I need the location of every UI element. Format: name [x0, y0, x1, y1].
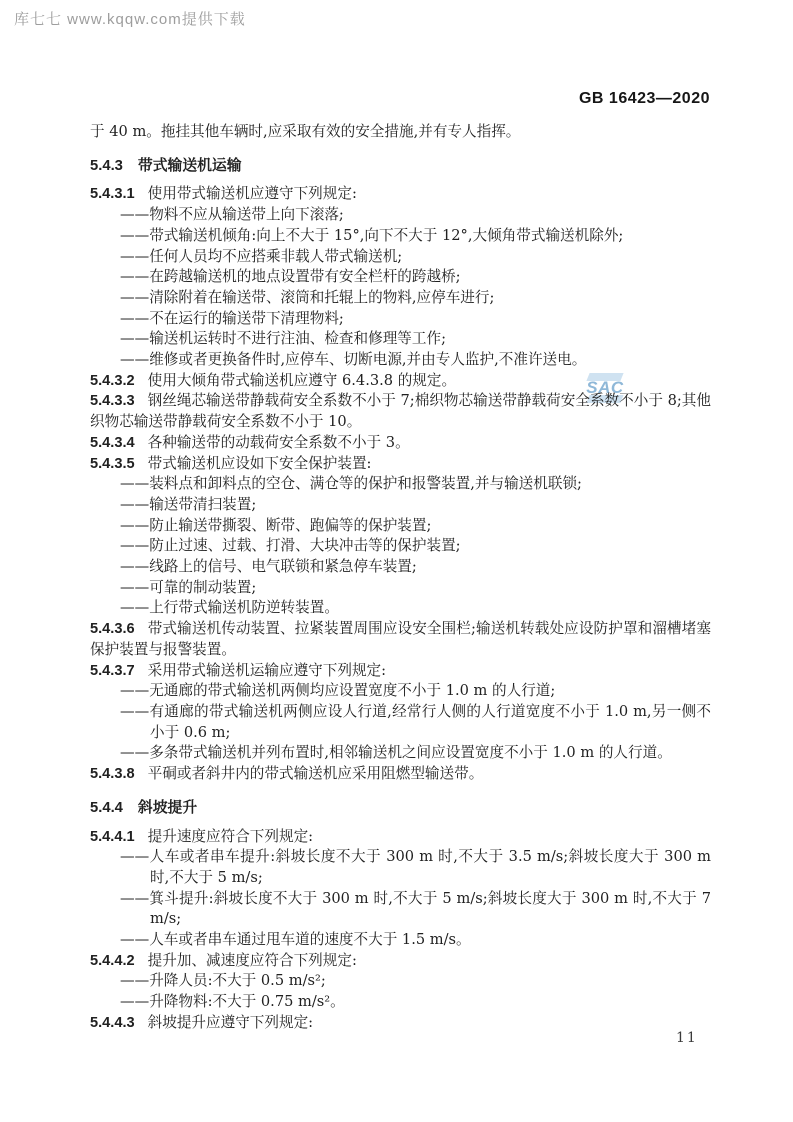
section-title: 斜坡提升	[137, 799, 198, 816]
clause-number: 5.4.3.6	[90, 621, 135, 638]
clause-number: 5.4.3.1	[90, 186, 135, 203]
list-item: ——线路上的信号、电气联锁和紧急停车装置;	[120, 558, 417, 576]
clause-number: 5.4.3.2	[90, 372, 135, 389]
list-item: ——防止过速、过载、打滑、大块冲击等的保护装置;	[120, 537, 461, 555]
clause-number: 5.4.3.4	[90, 434, 135, 451]
clause-paragraph: 5.4.3.2 使用大倾角带式输送机应遵守 6.4.3.8 的规定。	[90, 371, 457, 389]
page-number: 11	[676, 1030, 698, 1046]
sac-watermark-logo: SAC	[584, 372, 626, 404]
clause-number: 5.4.4.2	[90, 952, 135, 969]
list-item: ——无通廊的带式输送机两侧均应设置宽度不小于 1.0 m 的人行道;	[120, 682, 556, 700]
clause-paragraph: 5.4.3.6 带式输送机传动装置、拉紧装置周围应设安全围栏;输送机转载处应设防护罩和溜槽堵塞保护装置与报警装置。	[90, 620, 711, 658]
clause-number: 5.4.3.7	[90, 662, 135, 679]
list-item: ——人车或者串车提升:斜坡长度不大于 300 m 时,不大于 3.5 m/s;斜坡长度大于 300 m 时,不大于 5 m/s;	[120, 848, 711, 886]
clause-paragraph: 5.4.3.1 使用带式输送机应遵守下列规定:	[90, 185, 357, 203]
clause-number: 5.4.3.5	[90, 455, 135, 472]
list-item: ——维修或者更换备件时,应停车、切断电源,并由专人监护,不准许送电。	[120, 351, 587, 369]
list-item: ——输送机运转时不进行注油、检查和修理等工作;	[120, 330, 446, 348]
list-item: ——清除附着在输送带、滚筒和托辊上的物料,应停车进行;	[120, 288, 495, 306]
list-item: ——上行带式输送机防逆转装置。	[120, 599, 339, 617]
list-item: ——不在运行的输送带下清理物料;	[120, 309, 344, 327]
standard-number-header: GB 16423—2020	[578, 90, 710, 107]
list-item: ——任何人员均不应搭乘非载人带式输送机;	[120, 247, 403, 265]
clause-number: 5.4.3.8	[90, 766, 135, 783]
clause-paragraph: 5.4.3.5 带式输送机应设如下安全保护装置:	[90, 454, 372, 472]
list-item: ——升降人员:不大于 0.5 m/s²;	[120, 972, 326, 990]
list-item: ——物料不应从输送带上向下滚落;	[120, 206, 344, 224]
section-number: 5.4.4	[90, 799, 123, 816]
clause-paragraph: 5.4.3.4 各种输送带的动载荷安全系数不小于 3。	[90, 433, 410, 451]
clause-paragraph: 5.4.4.3 斜坡提升应遵守下列规定:	[90, 1013, 314, 1031]
clause-number: 5.4.3.3	[90, 393, 135, 410]
list-item: ——输送带清扫装置;	[120, 495, 257, 513]
clause-paragraph: 5.4.4.2 提升加、减速度应符合下列规定:	[90, 951, 357, 969]
clause-paragraph: 5.4.3.3 钢丝绳芯输送带静载荷安全系数不小于 7;棉织物芯输送带静载荷安全系数不小于 8;其他织物芯输送带静载荷安全系数不小于 10。	[90, 392, 711, 431]
clause-paragraph: 5.4.4.1 提升速度应符合下列规定:	[90, 827, 314, 845]
paragraph: 于 40 m。拖挂其他车辆时,应采取有效的安全措施,并有专人指挥。	[90, 123, 521, 140]
section-heading	[90, 156, 711, 177]
list-item: ——人车或者串车通过甩车道的速度不大于 1.5 m/s。	[120, 931, 471, 949]
list-item: ——可靠的制动装置;	[120, 578, 257, 596]
list-item: ——箕斗提升:斜坡长度不大于 300 m 时,不大于 5 m/s;斜坡长度大于 300 m 时,不大于 7 m/s;	[120, 889, 711, 928]
list-item: ——防止输送带撕裂、断带、跑偏等的保护装置;	[120, 516, 432, 534]
section-heading	[90, 798, 711, 819]
list-item: ——多条带式输送机并列布置时,相邻输送机之间应设置宽度不小于 1.0 m 的人行道。	[120, 744, 672, 762]
list-item: ——有通廊的带式输送机两侧应设人行道,经常行人侧的人行道宽度不小于 1.0 m,另一侧不小于 0.6 m;	[120, 702, 711, 741]
clause-number: 5.4.4.3	[90, 1014, 135, 1031]
list-item: ——带式输送机倾角:向上不大于 15°,向下不大于 12°,大倾角带式输送机除外;	[120, 226, 624, 244]
list-item: ——在跨越输送机的地点设置带有安全栏杆的跨越桥;	[120, 268, 461, 286]
section-title: 带式输送机运输	[137, 157, 242, 174]
section-number: 5.4.3	[90, 157, 123, 174]
clause-number: 5.4.4.1	[90, 828, 135, 845]
clause-paragraph: 5.4.3.7 采用带式输送机运输应遵守下列规定:	[90, 661, 387, 679]
list-item: ——升降物料:不大于 0.75 m/s²。	[120, 993, 345, 1011]
clause-paragraph: 5.4.3.8 平硐或者斜井内的带式输送机应采用阻燃型输送带。	[90, 765, 484, 783]
document-body	[90, 122, 711, 1034]
list-item: ——装料点和卸料点的空仓、满仓等的保护和报警装置,并与输送机联锁;	[120, 475, 582, 493]
site-watermark: 库七七 www.kqqw.com提供下载	[14, 11, 246, 28]
